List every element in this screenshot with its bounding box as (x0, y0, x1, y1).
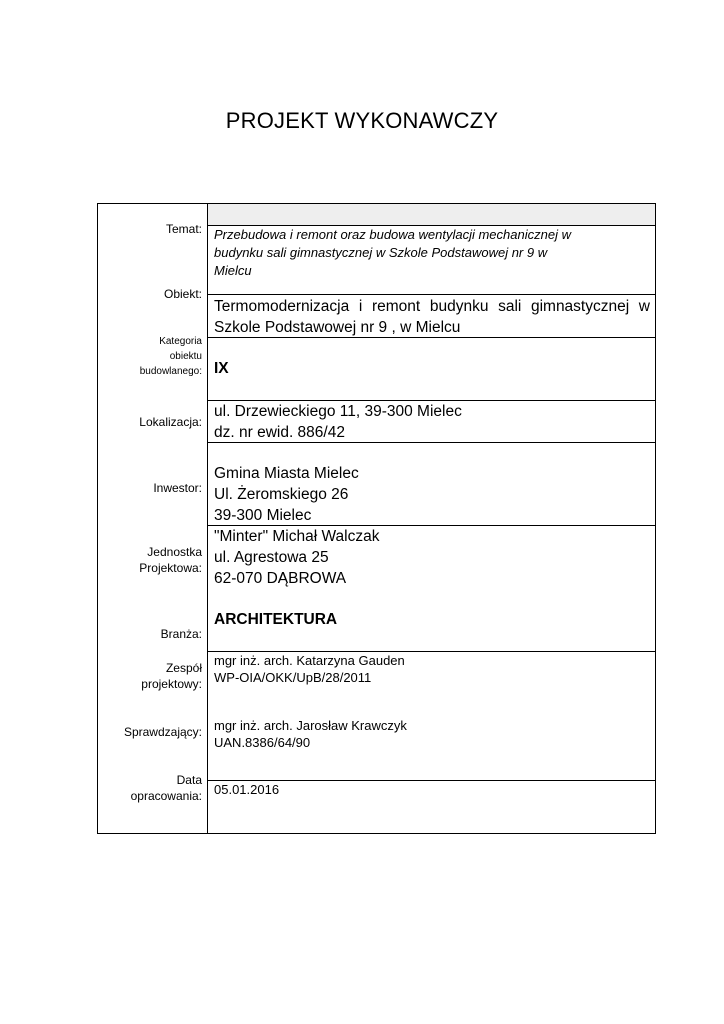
value-kategoria: IX (214, 360, 229, 377)
label-inwestor: Inwestor: (153, 481, 202, 495)
label-branza: Branża: (160, 627, 202, 641)
label-zespol: Zespół projektowy: (141, 661, 202, 691)
row-divider (207, 294, 656, 295)
value-lokalizacja: ul. Drzewieckiego 11, 39-300 Mielec dz. nr ewid. 886/42 (214, 403, 462, 441)
label-lokalizacja: Lokalizacja: (139, 415, 202, 429)
table-header-bar (208, 204, 655, 225)
label-data: Data opracowania: (130, 773, 202, 803)
value-jednostka: "Minter" Michał Walczak ul. Agrestowa 25 62-070 DĄBROWA (214, 528, 380, 587)
value-inwestor: Gmina Miasta Mielec Ul. Żeromskiego 26 39-300 Mielec (214, 465, 359, 524)
value-data: 05.01.2016 (214, 782, 280, 797)
document-title: PROJEKT WYKONAWCZY (225, 108, 499, 133)
label-obiekt: Obiekt: (163, 287, 202, 301)
value-temat: Przebudowa i remont oraz budowa wentylacji mechanicznej w budynku sali gimnastycznej w Szkole Podstawowej nr 9 w Mielcu (214, 227, 571, 278)
label-sprawdzajacy: Sprawdzający: (123, 725, 202, 739)
value-zespol: mgr inż. arch. Katarzyna Gauden WP-OIA/OKK/UpB/28/2011 (214, 653, 405, 685)
value-obiekt: Termomodernizacja i remont budynku sali gimnastycznej w Szkole Podstawowej nr 9 , w Mielcu (214, 298, 650, 336)
column-divider (207, 203, 208, 834)
label-jednostka: Jednostka Projektowa: (139, 545, 202, 575)
label-kategoria: Kategoria obiektu budowlanego: (139, 336, 202, 377)
value-sprawdzajacy: mgr inż. arch. Jarosław Krawczyk UAN.8386/64/90 (214, 718, 407, 750)
label-temat: Temat: (165, 222, 202, 236)
value-branza: ARCHITEKTURA (214, 611, 338, 628)
